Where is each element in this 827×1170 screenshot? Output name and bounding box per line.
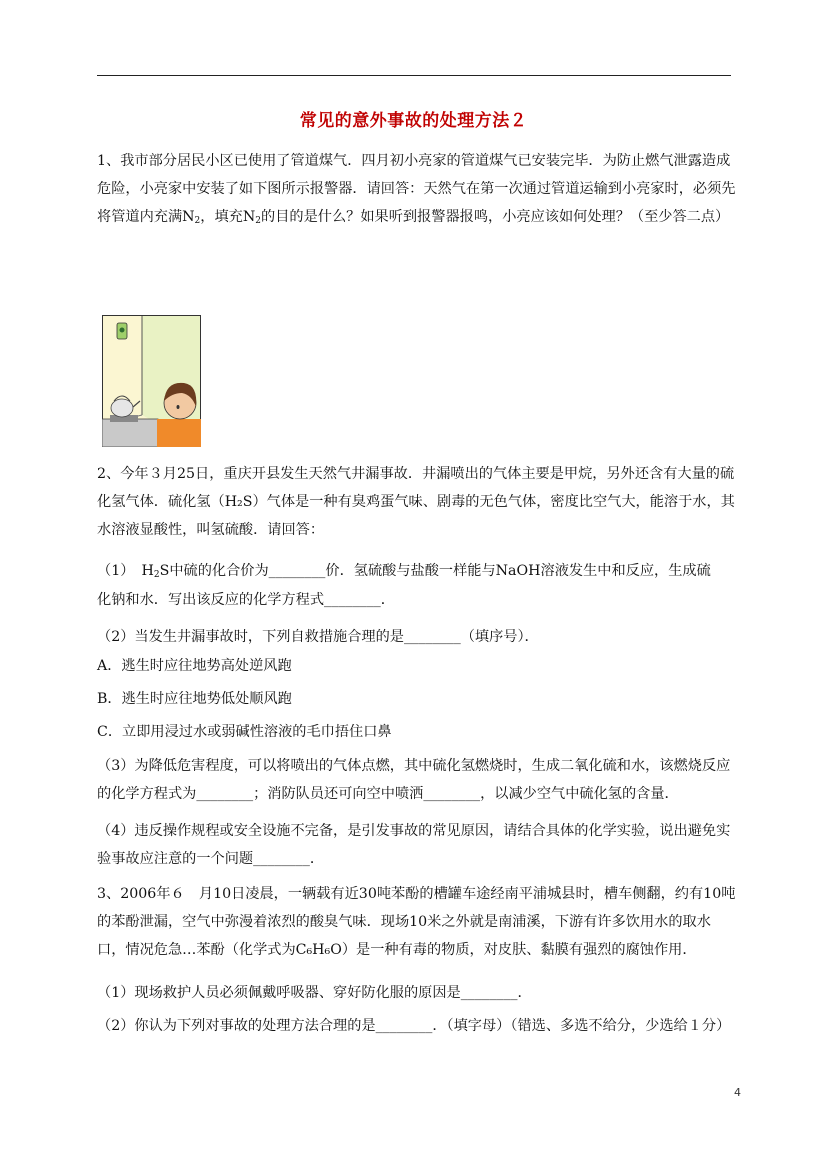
- question-2-intro: 2、今年３月25日，重庆开县发生天然气井漏事故．井漏喷出的气体主要是甲烷，另外还含有大量的硫化氢气体．硫化氢（H₂S）气体是一种有臭鸡蛋气味、剧毒的无色气体，密度比空气大，能溶于水，其水溶液显酸性，叫氢硫酸．请回答：: [97, 466, 735, 539]
- question-3-intro: 3、2006年６ 月10日凌晨，一辆载有近30吨苯酚的槽罐车途经南平浦城县时，槽车侧翻，约有10吨的苯酚泄漏，空气中弥漫着浓烈的酸臭气味．现场10米之外就是南浦溪，下游有许多饮用水的取水口，情况危急…苯酚（化学式为C₆H₆O）是一种有毒的物质，对皮肤、黏膜有强烈的腐蚀作用．: [97, 886, 736, 959]
- question-2-part-1-line-2: 化钠和水．写出该反应的化学方程式________．: [97, 592, 395, 608]
- question-2-part-3: （3）为降低危害程度，可以将喷出的气体点燃，其中硫化氢燃烧时，生成二氧化硫和水，该燃烧反应的化学方程式为________；消防队员还可向空中喷洒________，以减少空气中硫化氢的含量．: [97, 758, 731, 803]
- q1-subscript-2: 2: [255, 216, 261, 227]
- question-2-part-1-line-1: （1） $H_2S$中硫的化合价为________价．氢硫酸与盐酸一样能与NaOH溶液发生中和反应，生成硫: [97, 563, 711, 580]
- question-2-part-4: （4）违反操作规程或安全设施不完备，是引发事故的常见原因，请结合具体的化学实验，说出避免实验事故应注意的一个问题________．: [97, 823, 731, 868]
- question-2-option-a: A．逃生时应往地势高处逆风跑: [97, 658, 292, 674]
- question-2-option-b: B．逃生时应往地势低处顺风跑: [97, 691, 292, 707]
- question-3-part-1: （1）现场救护人员必须佩戴呼吸器、穿好防化服的原因是________．: [97, 985, 532, 1001]
- page-number: 4: [734, 1086, 741, 1099]
- question-1: [97, 147, 737, 236]
- header-rule: [97, 75, 731, 76]
- q1-text-a: 1、我市部分居民小区已使用了管道煤气．四月初小亮家的管道煤气已安装完毕．为防止燃气泄露造成危险，小亮家中安装了如下图所示报警器．请回答：天然气在第一次通过管道运输到小亮家时，必须先将管道内充满N: [97, 153, 736, 226]
- q1-subscript-1: 2: [194, 216, 201, 227]
- q1-text-c: 的目的是什么？如果听到报警器报鸣，小亮应该如何处理？（至少答二点）: [261, 209, 730, 226]
- question-2-option-c: C．立即用浸过水或弱碱性溶液的毛巾捂住口鼻: [97, 724, 392, 740]
- q1-text-b: ，填充N: [200, 209, 256, 226]
- page-title: 常见的意外事故的处理方法２: [299, 111, 528, 131]
- question-2-part-2: （2）当发生井漏事故时，下列自救措施合理的是________（填序号）．: [97, 629, 539, 645]
- question-3-part-2: （2）你认为下列对事故的处理方法合理的是________．（填字母）（错选、多选不给分，少选给１分）: [97, 1018, 731, 1034]
- gas-alarm-kitchen-illustration: [102, 315, 201, 447]
